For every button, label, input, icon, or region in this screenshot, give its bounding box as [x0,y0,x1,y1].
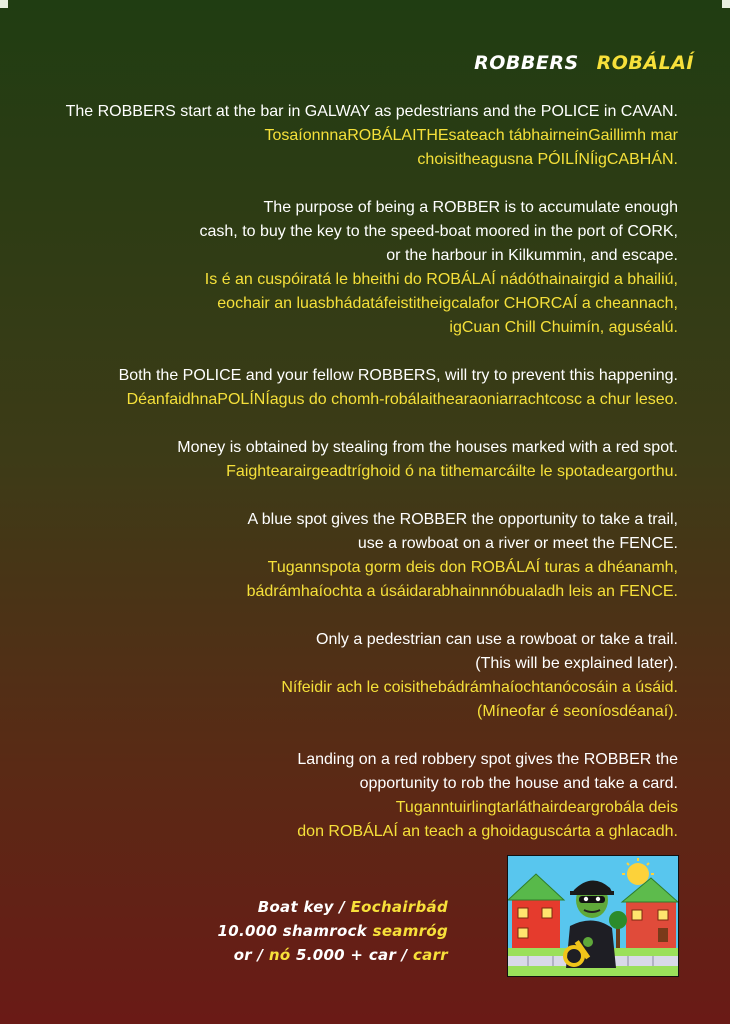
boat-key-price [218,895,448,967]
english-text-line: The purpose of being a ROBBER is to accumulate enough [263,199,678,216]
irish-text-line: TosaíonnnaROBÁLAITHEsateach tábhairneinGaillimh mar [264,127,678,144]
irish-text-line: Nífeidir ach le coisithebádrámhaíochtanócosáin a úsáid. [281,679,678,696]
english-text-line: opportunity to rob the house and take a card. [359,775,678,792]
rule-paragraph [38,748,678,844]
english-text-line: Money is obtained by stealing from the houses marked with a red spot. [177,439,678,456]
english-text-line: Landing on a red robbery spot gives the ROBBER the [297,751,678,768]
rule-paragraph [38,508,678,604]
english-text-line: Only a pedestrian can use a rowboat or take a trail. [316,631,678,648]
boat-key-label-en: Boat key / [257,898,346,916]
irish-text-line: Tugannspota gorm deis don ROBÁLAÍ turas a dhéanamh, [267,559,678,576]
page-title [474,52,694,74]
title-english: ROBBERS [474,52,579,74]
irish-text-line: eochair an luasbhádatáfeistitheigcalafor CHORCAÍ a cheannach, [217,295,678,312]
irish-text-line: choisitheagusna PÓILÍNÍigCABHÁN. [417,151,678,168]
boat-key-line-2 [218,919,448,943]
shamrock-price-ga: seamróg [372,922,448,940]
rule-paragraph [38,628,678,724]
english-text-line: use a rowboat on a river or meet the FENCE. [357,535,678,552]
or-label-en: or / [233,946,264,964]
irish-text-line: DéanfaidhnaPOLÍNÍagus do chomh-robálaithearaoniarrachtcosc a chur leseo. [126,391,678,408]
irish-text-line: (Míneofar é seoníosdéanaí). [476,703,678,720]
rule-paragraph [38,436,678,484]
corner-mark-top-right [722,0,730,8]
irish-text-line: igCuan Chill Chuimín, aguséalú. [449,319,678,336]
rule-paragraph [38,100,678,172]
irish-text-line: don ROBÁLAÍ an teach a ghoidaguscárta a ghlacadh. [297,823,678,840]
boat-key-line-1 [218,895,448,919]
title-irish: ROBÁLAÍ [596,52,694,74]
english-text-line: Both the POLICE and your fellow ROBBERS, will try to prevent this happening. [118,367,678,384]
rule-paragraph [38,364,678,412]
shamrock-price-en: 10.000 shamrock [217,922,368,940]
rule-paragraph [38,196,678,340]
corner-mark-top-left [0,0,8,8]
english-text-line: (This will be explained later). [475,655,678,672]
english-text-line: or the harbour in Kilkummin, and escape. [386,247,678,264]
boat-key-line-3 [218,943,448,967]
english-text-line: The ROBBERS start at the bar in GALWAY as pedestrians and the POLICE in CAVAN. [65,103,678,120]
rules-text [38,100,678,868]
irish-text-line: Faightearairgeadtríghoid ó na tithemarcáilte le spotadeargorthu. [226,463,678,480]
robber-with-key-icon [508,856,678,976]
irish-text-line: Is é an cuspóiratá le bheithi do ROBÁLAÍ nádóthainairgid a bhailiú, [204,271,678,288]
english-text-line: A blue spot gives the ROBBER the opportunity to take a trail, [247,511,678,528]
or-label-ga: nó [268,946,291,964]
boat-key-label-ga: Eochairbád [350,898,448,916]
english-text-line: cash, to buy the key to the speed-boat moored in the port of CORK, [199,223,678,240]
irish-text-line: bádrámhaíochta a úsáidarabhainnnóbualadh leis an FENCE. [246,583,678,600]
robber-illustration [507,855,679,977]
irish-text-line: Tuganntuirlingtarláthairdeargrobála deis [395,799,678,816]
car-label-ga: carr [412,946,448,964]
car-price-en: 5.000 + car / [295,946,408,964]
